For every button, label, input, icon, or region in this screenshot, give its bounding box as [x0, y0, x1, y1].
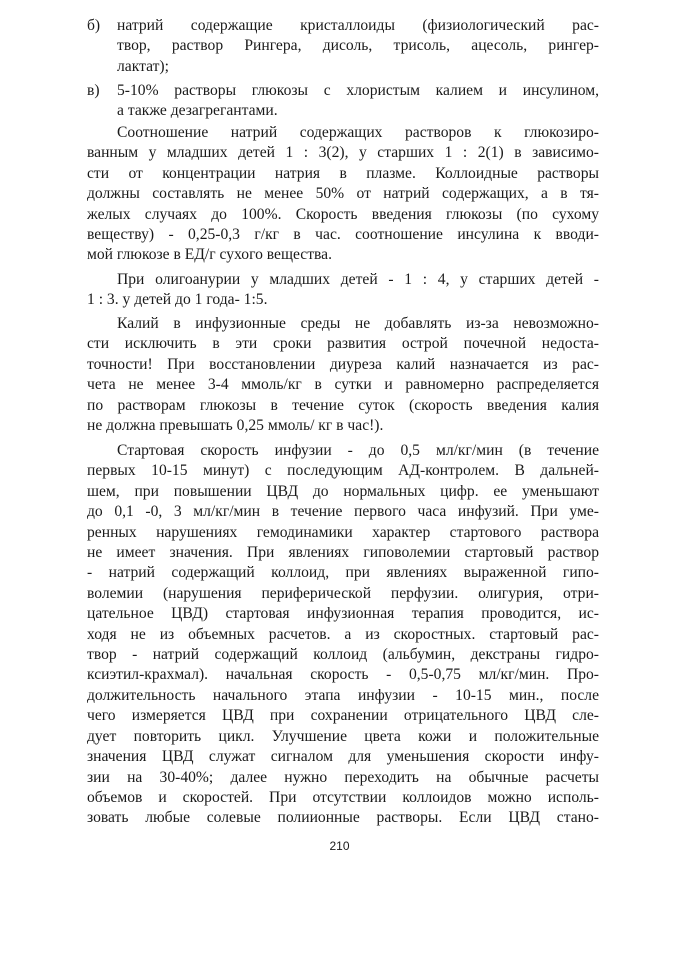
text-line: до 0,1 -0, 3 мл/кг/мин в течение первого часа инфузий. При уме-: [87, 503, 599, 521]
text-line: точности! При восстановлении диуреза калий назначается из рас-: [87, 355, 599, 373]
paragraph-1: [87, 123, 599, 266]
text-line: ренных нарушениях гемодинамики характер стартового раствора: [87, 523, 599, 541]
text-line: шем, при повышении ЦВД до нормальных цифр. ее уменьшают: [87, 482, 599, 500]
paragraph-3: [87, 314, 599, 436]
text-line: не имеет значения. При явлениях гиповолемии стартовый раствор: [87, 544, 599, 562]
text-line: цательное ЦВД) стартовая инфузионная терапия проводится, ис-: [87, 605, 599, 623]
text-line: объемов и скоростей. При отсутствии коллоидов можно исполь-: [87, 788, 599, 806]
text-line: по растворам глюкозы в течение суток (скорость введения калия: [87, 396, 599, 414]
text-line: ходя не из объемных расчетов. а из скоростных. стартовый рас-: [87, 625, 599, 643]
text-line: волемии (нарушения периферической перфузии. олигурия, отри-: [87, 584, 599, 602]
list-marker: б): [87, 17, 101, 34]
list-item-text: [117, 16, 599, 77]
text-line: должительность начального этапа инфузии - 10-15 мин., после: [87, 686, 599, 704]
text-line: лактат);: [117, 57, 169, 75]
text-line: зии на 30-40%; далее нужно переходить на обычные расчеты: [87, 768, 599, 786]
text-line: 1 : 3. у детей до 1 года- 1:5.: [87, 291, 268, 309]
text-line: дует повторить цикл. Улучшение цвета кожи и положительные: [87, 727, 599, 745]
text-line: а также дезагрегантами.: [117, 102, 278, 120]
text-line: первых 10-15 минут) с последующим АД-контролем. В дальней-: [87, 462, 599, 480]
text-line: При олигоанурии у младших детей - 1 : 4, у старших детей -: [117, 271, 599, 288]
text-line: мой глюкозе в ЕД/г сухого вещества.: [87, 246, 332, 264]
list-marker: в): [87, 82, 100, 99]
text-line: не должна превышать 0,25 ммоль/ кг в час!).: [87, 417, 384, 435]
text-line: ксиэтил-крахмал). начальная скорость - 0,5-0,75 мл/кг/мин. Про-: [87, 666, 599, 684]
text-line: значения ЦВД служат сигналом для уменьшения скорости инфу-: [87, 748, 599, 766]
list-item-text: [117, 81, 599, 122]
text-line: Стартовая скорость инфузии - до 0,5 мл/кг/мин (в течение: [117, 442, 599, 459]
text-line: сти исключить в эти сроки развития острой почечной недоста-: [87, 335, 599, 353]
paragraph-2: [87, 270, 599, 311]
text-line: Калий в инфузионные среды не добавлять из-за невозможно-: [117, 315, 599, 332]
text-line: натрий содержащие кристаллоиды (физиологический рас-: [117, 17, 599, 34]
list-item-b: [87, 16, 599, 77]
text-line: 5-10% растворы глюкозы с хлористым калием и инсулином,: [117, 82, 599, 99]
text-line: Соотношение натрий содержащих растворов к глюкозиро-: [117, 124, 599, 141]
text-line: твор, раствор Рингера, дисоль, трисоль, ацесоль, рингер-: [117, 37, 599, 55]
text-line: зовать любые солевые полиионные растворы. Если ЦВД стано-: [87, 809, 599, 827]
paragraph-4: [87, 441, 599, 829]
text-line: веществу) - 0,25-0,3 г/кг в час. соотношение инсулина к вводи-: [87, 226, 599, 244]
text-line: должны составлять не менее 50% от натрий содержащих, а в тя-: [87, 185, 599, 203]
text-line: желых случаях до 100%. Скорость введения глюкозы (по сухому: [87, 205, 599, 223]
text-line: ванным у младших детей 1 : 3(2), у старших 1 : 2(1) в зависимо-: [87, 144, 599, 162]
text-line: сти от концентрации натрия в плазме. Коллоидные растворы: [87, 164, 599, 182]
text-line: чета не менее 3-4 ммоль/кг в сутки и равномерно распределяется: [87, 376, 599, 394]
list-item-v: [87, 81, 599, 122]
text-line: чего измеряется ЦВД при сохранении отрицательного ЦВД сле-: [87, 707, 599, 725]
page-number: 210: [329, 839, 350, 853]
text-line: - натрий содержащий коллоид, при явлениях выраженной гипо-: [87, 564, 599, 582]
text-line: твор - натрий содержащий коллоид (альбумин, декстраны гидро-: [87, 646, 599, 664]
